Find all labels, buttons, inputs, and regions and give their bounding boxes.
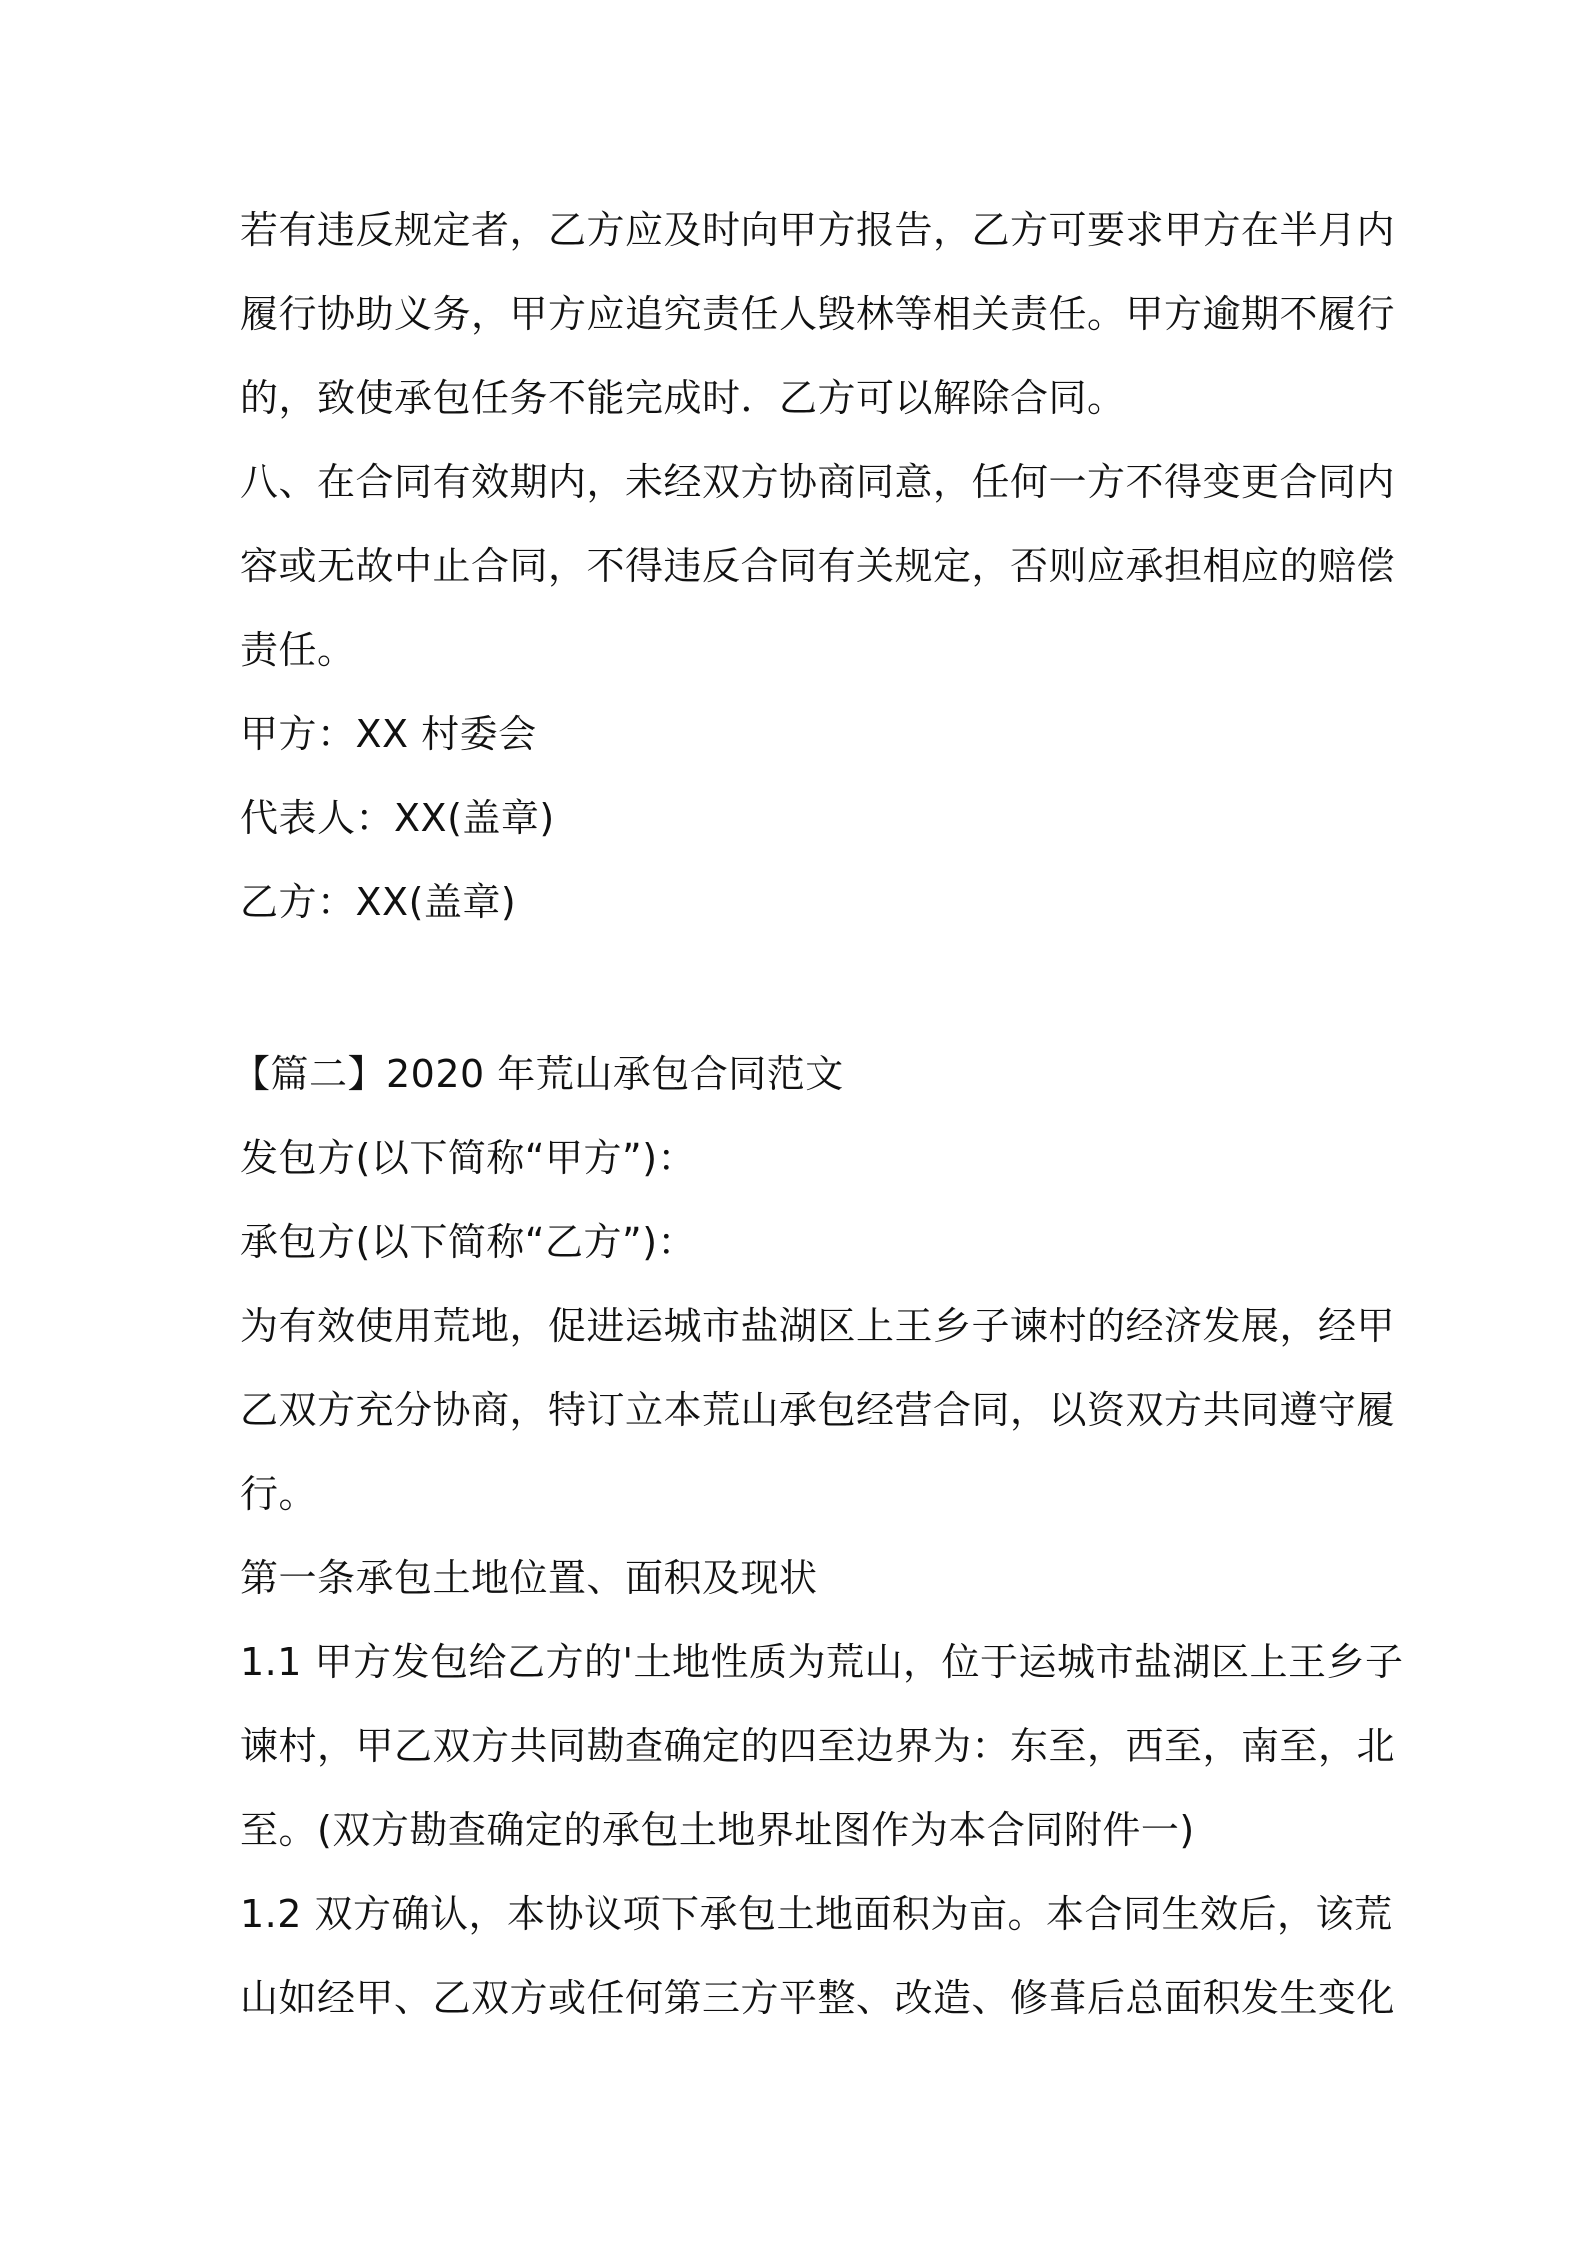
text-line: 履行协助义务，甲方应追究责任人毁林等相关责任。甲方逾期不履行 [240,292,1396,336]
text-line: 1.1 甲方发包给乙方的'土地性质为荒山，位于运城市盐湖区上王乡子 [240,1640,1404,1684]
text-line: 的，致使承包任务不能完成时．乙方可以解除合同。 [240,376,1126,420]
text-line: 八、在合同有效期内，未经双方协商同意，任何一方不得变更合同内 [240,460,1396,504]
party-a-signature: 甲方：XX 村委会 [240,712,537,756]
text-line: 行。 [240,1472,318,1516]
contract-clause-end-section [240,188,1396,944]
text-line: 承包方(以下简称“乙方”)： [240,1220,697,1264]
text-line: 至。(双方勘查确定的承包土地界址图作为本合同附件一) [240,1808,1195,1852]
text-line: 山如经甲、乙双方或任何第三方平整、改造、修葺后总面积发生变化 [240,1976,1396,2020]
text-line: 发包方(以下简称“甲方”)： [240,1136,697,1180]
section-title: 【篇二】2020 年荒山承包合同范文 [232,1052,844,1096]
contract-section-two [232,1032,1404,2040]
text-line: 容或无故中止合同，不得违反合同有关规定，否则应承担相应的赔偿 [240,544,1396,588]
text-line: 若有违反规定者，乙方应及时向甲方报告，乙方可要求甲方在半月内 [240,208,1396,252]
text-line: 谏村，甲乙双方共同勘查确定的四至边界为：东至，西至，南至，北 [240,1724,1396,1768]
text-line: 乙双方充分协商，特订立本荒山承包经营合同，以资双方共同遵守履 [240,1388,1396,1432]
representative-signature: 代表人：XX(盖章) [240,796,555,840]
party-b-signature: 乙方：XX(盖章) [240,880,517,924]
text-line: 为有效使用荒地，促进运城市盐湖区上王乡子谏村的经济发展，经甲 [240,1304,1396,1348]
text-line: 责任。 [240,628,356,672]
document-body [232,188,1404,2040]
section-gap [240,944,1360,1032]
article-heading: 第一条承包土地位置、面积及现状 [240,1556,818,1600]
text-line: 1.2 双方确认，本协议项下承包土地面积为亩。本合同生效后，该荒 [240,1892,1393,1936]
